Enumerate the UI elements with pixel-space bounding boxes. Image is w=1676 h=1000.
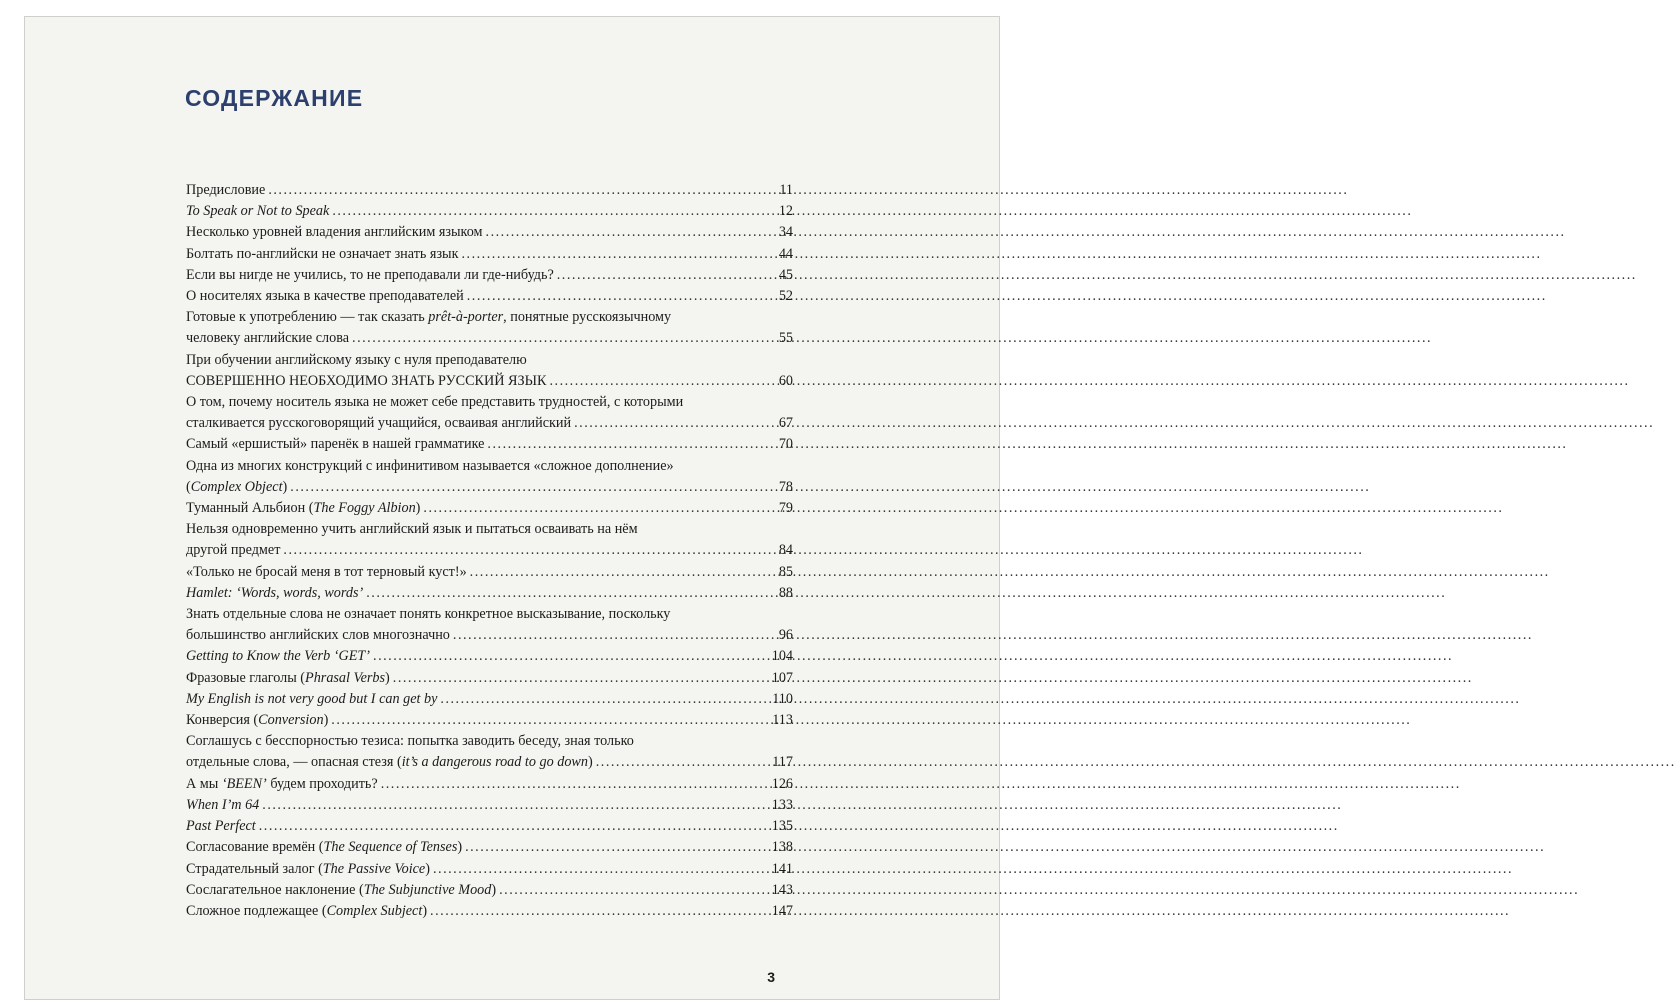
toc-text: будем проходить? xyxy=(266,775,378,792)
toc-entry xyxy=(186,837,793,858)
dot-leader xyxy=(453,625,771,646)
toc-text: другой предмет xyxy=(186,542,281,559)
toc-italic-text: To Speak or Not to Speak xyxy=(186,203,330,220)
toc-text: ) xyxy=(385,669,390,686)
toc-entry-last-line xyxy=(186,477,793,498)
toc-entry-title xyxy=(186,265,554,286)
toc-entry-line xyxy=(186,456,793,477)
dot-leader xyxy=(433,859,768,880)
page-number: 3 xyxy=(767,969,775,985)
toc-entry-title xyxy=(186,774,378,795)
toc-entry-title xyxy=(186,625,450,646)
toc-entry-last-line xyxy=(186,180,793,201)
toc-page-number: 11 xyxy=(779,182,793,198)
toc-page-number: 133 xyxy=(771,796,793,813)
dot-leader xyxy=(499,880,768,901)
toc-text: большинство английских слов многозначно xyxy=(186,627,450,644)
toc-text: , понятные русскоязычному xyxy=(503,309,672,326)
toc-entry-last-line xyxy=(186,816,793,837)
toc-entry xyxy=(186,456,793,498)
toc-page-number: 45 xyxy=(778,266,793,283)
toc-text: ) xyxy=(587,754,593,771)
toc-entry xyxy=(186,689,793,710)
toc-entry-last-line xyxy=(186,837,793,858)
toc-entry xyxy=(186,604,793,646)
toc-text: О носителях языка в качестве преподавателей xyxy=(186,288,464,305)
toc-entry-last-line xyxy=(186,222,793,243)
toc-page-number: 84 xyxy=(778,542,793,559)
toc-entry-title xyxy=(186,816,256,837)
toc-page-number: 107 xyxy=(771,669,793,686)
toc-entry xyxy=(186,710,793,731)
toc-italic-text: Complex Object xyxy=(190,478,283,495)
dot-leader xyxy=(259,816,768,837)
toc-page-number: 60 xyxy=(778,372,793,389)
toc-page-number: 70 xyxy=(778,436,793,453)
toc-entry-last-line xyxy=(186,562,793,583)
toc-entry-last-line xyxy=(186,371,793,392)
toc-page-number: 12 xyxy=(778,203,793,220)
toc-list xyxy=(186,180,793,922)
toc-entry-title xyxy=(186,752,593,773)
toc-text: О том, почему носитель языка не может себе представить трудностей, с которыми xyxy=(186,394,684,411)
toc-entry-title xyxy=(186,859,430,880)
toc-italic-text: The Passive Voice xyxy=(322,860,426,877)
toc-entry xyxy=(186,646,793,667)
dot-leader xyxy=(486,222,771,243)
toc-text: сталкивается русскоговорящий учащийся, осваивая английский xyxy=(186,415,572,432)
toc-entry xyxy=(186,265,793,286)
toc-entry-last-line xyxy=(186,265,793,286)
dot-leader xyxy=(461,244,771,265)
dot-leader xyxy=(430,901,768,922)
toc-page-number: 104 xyxy=(771,648,793,665)
toc-page-number: 34 xyxy=(778,224,793,241)
toc-text: Сослагательное наклонение ( xyxy=(186,881,364,898)
toc-entry-title xyxy=(186,668,390,689)
toc-page-number: 147 xyxy=(771,902,793,919)
toc-entry xyxy=(186,816,793,837)
toc-entry-last-line xyxy=(186,434,793,455)
toc-entry-title xyxy=(186,689,437,710)
dot-leader xyxy=(393,668,768,689)
toc-italic-text: The Foggy Albion xyxy=(313,500,416,517)
toc-page-number: 117 xyxy=(772,754,793,771)
toc-entry-title xyxy=(186,286,464,307)
toc-entry-title xyxy=(186,880,496,901)
toc-entry-last-line xyxy=(186,689,793,710)
toc-entry-last-line xyxy=(186,625,793,646)
toc-entry-title xyxy=(186,222,483,243)
toc-entry-title xyxy=(186,540,280,561)
toc-text: А мы xyxy=(186,775,222,792)
toc-italic-text: Complex Subject xyxy=(326,902,423,919)
toc-entry xyxy=(186,244,793,265)
toc-text: ) xyxy=(415,500,421,517)
toc-entry xyxy=(186,350,793,392)
toc-entry xyxy=(186,562,793,583)
toc-entry xyxy=(186,434,793,455)
toc-text: отдельные слова, — опасная стезя ( xyxy=(186,754,402,771)
toc-italic-text: ‘BEEN’ xyxy=(221,775,267,792)
toc-text: Соглашусь с бесспорностью тезиса: попытка заводить беседу, зная только xyxy=(186,733,634,750)
toc-entry xyxy=(186,180,793,201)
toc-entry xyxy=(186,859,793,880)
dot-leader xyxy=(352,328,771,349)
toc-italic-text: Conversion xyxy=(258,712,324,729)
toc-italic-text: The Sequence of Tenses xyxy=(323,839,458,856)
toc-entry-line xyxy=(186,604,793,625)
toc-entry-line xyxy=(186,731,793,752)
toc-page-number: 126 xyxy=(771,775,793,792)
toc-page-number: 55 xyxy=(778,330,793,347)
toc-entry-title xyxy=(186,434,484,455)
toc-entry-last-line xyxy=(186,328,793,349)
dot-leader xyxy=(331,710,768,731)
toc-text: Одна из многих конструкций с инфинитивом называется «сложное дополнение» xyxy=(186,457,674,474)
toc-page-number: 67 xyxy=(778,415,793,432)
toc-entry-last-line xyxy=(186,286,793,307)
toc-text: Фразовые глаголы ( xyxy=(186,669,306,686)
dot-leader xyxy=(596,752,769,773)
toc-text: Болтать по-английски не означает знать язык xyxy=(186,245,459,262)
toc-entry-last-line xyxy=(186,646,793,667)
toc-entry-title xyxy=(186,901,427,922)
toc-entry xyxy=(186,498,793,519)
dot-leader xyxy=(549,371,771,392)
toc-italic-text: Phrasal Verbs xyxy=(305,669,386,686)
toc-text: человеку английские слова xyxy=(186,330,350,347)
dot-leader xyxy=(465,837,768,858)
toc-entry xyxy=(186,286,793,307)
toc-entry-title xyxy=(186,583,363,604)
toc-entry-last-line xyxy=(186,795,793,816)
toc-text: ) xyxy=(323,712,329,729)
toc-text: ) xyxy=(425,860,430,877)
toc-page-number: 138 xyxy=(771,839,793,856)
dot-leader xyxy=(332,201,771,222)
toc-text: Готовые к употреблению — так сказать xyxy=(186,309,429,326)
toc-entry xyxy=(186,392,793,434)
toc-entry-title xyxy=(186,498,420,519)
toc-entry-title xyxy=(186,562,467,583)
toc-italic-text: Past Perfect xyxy=(186,818,256,835)
toc-italic-text: prêt-à-porter xyxy=(428,309,504,326)
toc-entry xyxy=(186,880,793,901)
dot-leader xyxy=(373,646,768,667)
toc-text: ) xyxy=(422,902,428,919)
dot-leader xyxy=(574,413,771,434)
toc-text: Самый «ершистый» паренёк в нашей грамматике xyxy=(186,436,485,453)
toc-entry-last-line xyxy=(186,859,793,880)
toc-page-number: 44 xyxy=(778,245,793,262)
toc-text: При обучении английскому языку с нуля преподавателю xyxy=(186,351,527,368)
toc-text: Предисловие xyxy=(186,182,266,198)
toc-entry xyxy=(186,519,793,561)
toc-entry xyxy=(186,774,793,795)
toc-page-number: 52 xyxy=(778,288,793,305)
toc-entry-title xyxy=(186,180,265,201)
book-page xyxy=(24,16,1000,1000)
toc-page-number: 96 xyxy=(778,627,793,644)
toc-entry-last-line xyxy=(186,244,793,265)
toc-entry-last-line xyxy=(186,668,793,689)
dot-leader xyxy=(366,583,771,604)
toc-entry-title xyxy=(186,371,546,392)
toc-text: ) xyxy=(457,839,463,856)
toc-entry-title xyxy=(186,710,328,731)
toc-text: Несколько уровней владения английским языком xyxy=(186,224,483,241)
toc-text: Нельзя одновременно учить английский язык и пытаться осваивать на нём xyxy=(186,521,638,538)
toc-entry-title xyxy=(186,413,571,434)
dot-leader xyxy=(381,774,768,795)
toc-entry-last-line xyxy=(186,901,793,922)
toc-italic-text: Getting to Know the Verb ‘GET’ xyxy=(186,648,371,665)
toc-entry-title xyxy=(186,837,462,858)
toc-text: «Только не бросай меня в тот терновый куст!» xyxy=(186,563,467,580)
toc-page-number: 113 xyxy=(772,712,793,729)
toc-entry-title xyxy=(186,244,458,265)
toc-entry xyxy=(186,222,793,243)
toc-text: Страдательный залог ( xyxy=(186,860,323,877)
toc-entry xyxy=(186,668,793,689)
toc-text: ) xyxy=(282,478,288,495)
toc-entry xyxy=(186,731,793,773)
toc-page-number: 79 xyxy=(778,500,793,517)
toc-entry-last-line xyxy=(186,540,793,561)
toc-entry xyxy=(186,307,793,349)
toc-text: Знать отдельные слова не означает понять конкретное высказывание, поскольку xyxy=(186,606,671,623)
toc-italic-text: Hamlet: ‘Words, words, words’ xyxy=(186,584,364,601)
dot-leader xyxy=(283,540,771,561)
toc-italic-text: When I’m 64 xyxy=(186,796,260,813)
toc-page-number: 78 xyxy=(778,478,793,495)
toc-text: Согласование времён ( xyxy=(186,839,324,856)
toc-italic-text: The Subjunctive Mood xyxy=(363,881,492,898)
toc-entry xyxy=(186,901,793,922)
toc-entry-last-line xyxy=(186,880,793,901)
toc-page-number: 88 xyxy=(778,584,793,601)
toc-entry-title xyxy=(186,795,259,816)
dot-leader xyxy=(467,286,771,307)
toc-entry xyxy=(186,583,793,604)
toc-page-number: 141 xyxy=(771,860,793,877)
toc-entry-title xyxy=(186,477,287,498)
dot-leader xyxy=(268,180,771,201)
dot-leader xyxy=(423,498,771,519)
toc-entry-last-line xyxy=(186,413,793,434)
toc-entry-last-line xyxy=(186,583,793,604)
toc-entry-last-line xyxy=(186,498,793,519)
toc-entry-title xyxy=(186,328,349,349)
toc-page-number: 143 xyxy=(771,881,793,898)
dot-leader xyxy=(557,265,771,286)
toc-entry-last-line xyxy=(186,752,793,773)
dot-leader xyxy=(487,434,771,455)
toc-text: Сложное подлежащее ( xyxy=(186,902,327,919)
dot-leader xyxy=(290,477,771,498)
toc-text: ( xyxy=(186,478,191,495)
dot-leader xyxy=(440,689,768,710)
toc-entry-title xyxy=(186,201,329,222)
toc-text: Если вы нигде не учились, то не преподавали ли где-нибудь? xyxy=(186,266,554,283)
toc-entry-line xyxy=(186,392,793,413)
toc-entry-line xyxy=(186,519,793,540)
toc-entry xyxy=(186,795,793,816)
toc-entry-last-line xyxy=(186,201,793,222)
toc-entry-last-line xyxy=(186,710,793,731)
toc-page-number: 135 xyxy=(771,818,793,835)
toc-entry-last-line xyxy=(186,774,793,795)
toc-text: Туманный Альбион ( xyxy=(186,500,314,517)
toc-italic-text: My English is not very good but I can get by xyxy=(186,690,438,707)
toc-entry xyxy=(186,201,793,222)
toc-italic-text: it’s a dangerous road to go down xyxy=(401,754,588,771)
toc-text: СОВЕРШЕННО НЕОБХОДИМО ЗНАТЬ РУССКИЙ ЯЗЫК xyxy=(186,372,547,389)
toc-page-number: 110 xyxy=(772,690,793,707)
dot-leader xyxy=(262,795,767,816)
toc-page-number: 85 xyxy=(778,563,793,580)
toc-entry-title xyxy=(186,646,370,667)
toc-text: Конверсия ( xyxy=(186,712,259,729)
dot-leader xyxy=(470,562,771,583)
toc-entry-line xyxy=(186,307,793,328)
toc-heading: СОДЕРЖАНИЕ xyxy=(185,85,364,111)
toc-text: ) xyxy=(491,881,497,898)
toc-entry-line xyxy=(186,350,793,371)
